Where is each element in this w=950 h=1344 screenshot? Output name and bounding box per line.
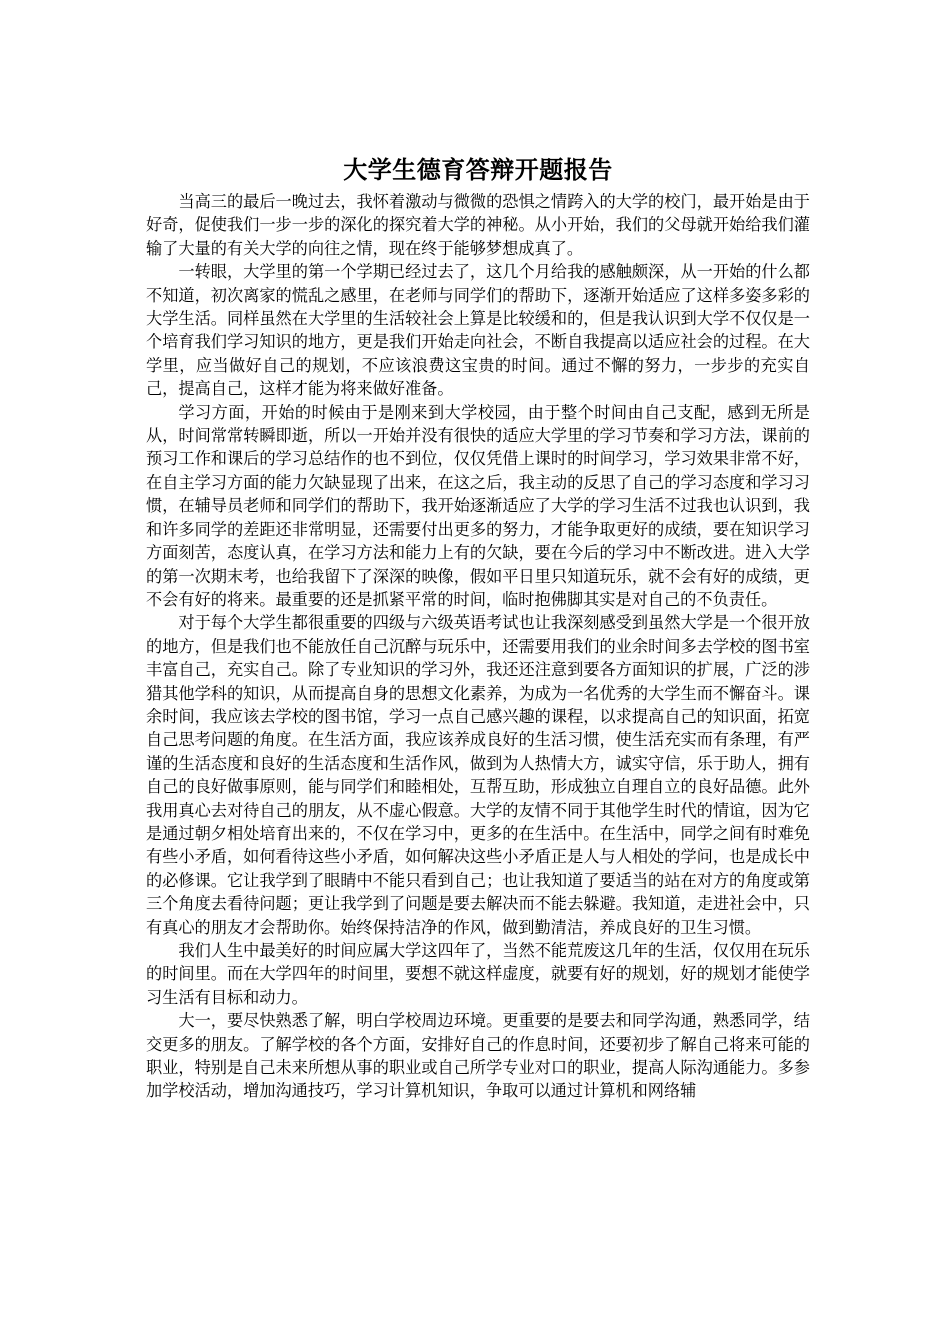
paragraph-study: 学习方面，开始的时候由于是刚来到大学校园，由于整个时间由自己支配，感到无所是从，时间常常转瞬即逝，所以一开始并没有很快的适应大学里的学习节奏和学习方法，课前的预习工作和课后的学习总结作的也不到位，仅仅凭借上课时的时间学习，学习效果非常不好，在自主学习方面的能力欠缺显现了出来，在这之后，我主动的反思了自己的学习态度和学习习惯，在辅导员老师和同学们的帮助下，我开始逐渐适应了大学的学习生活不过我也认识到，我和许多同学的差距还非常明显，还需要付出更多的努力，才能争取更好的成绩，要在知识学习方面刻苦，态度认真，在学习方法和能力上有的欠缺，要在今后的学习中不断改进。进入大学的第一次期末考，也给我留下了深深的映像，假如平日里只知道玩乐，就不会有好的成绩，更不会有好的将来。最重要的还是抓紧平常的时间，临时抱佛脚其实是对自己的不负责任。	[146, 402, 810, 609]
document-title: 大学生德育答辩开题报告	[343, 155, 613, 184]
paragraph-four-years: 我们人生中最美好的时间应属大学这四年了，当然不能荒废这几年的生活，仅仅用在玩乐的时间里。而在大学四年的时间里，要想不就这样虚度，就要有好的规划，好的规划才能使学习生活有目标和动力。	[146, 941, 810, 1007]
paragraph-first-semester: 一转眼，大学里的第一个学期已经过去了，这几个月给我的感触颇深，从一开始的什么都不知道，初次离家的慌乱之感里，在老师与同学们的帮助下，逐渐开始适应了这样多姿多彩的大学生活。同样虽然在大学里的生活较社会上算是比较缓和的，但是我认识到大学不仅仅是一个培育我们学习知识的地方，更是我们开始走向社会，不断自我提高以适应社会的过程。在大学里，应当做好自己的规划，不应该浪费这宝贵的时间。通过不懈的努力，一步步的充实自己，提高自己，这样才能为将来做好准备。	[146, 262, 810, 399]
paragraph-freshman-year: 大一，要尽快熟悉了解，明白学校周边环境。更重要的是要去和同学沟通，熟悉同学，结交更多的朋友。了解学校的各个方面，安排好自己的作息时间，还要初步了解自己将来可能的职业，特别是自己未来所想从事的职业或自己所学专业对口的职业，提高人际沟通能力。多参加学校活动，增加沟通技巧，学习计算机知识，争取可以通过计算机和网络辅	[146, 1011, 810, 1101]
paragraph-intro: 当高三的最后一晚过去，我怀着激动与微微的恐惧之情跨入的大学的校门，最开始是由于好奇，促使我们一步一步的深化的探究着大学的神秘。从小开始，我们的父母就开始给我们灌输了大量的有关大学的向往之情，现在终于能够梦想成真了。	[146, 192, 810, 258]
document-page	[146, 150, 810, 1103]
paragraph-exams-and-life: 对于每个大学生都很重要的四级与六级英语考试也让我深刻感受到虽然大学是一个很开放的地方，但是我们也不能放任自己沉醉与玩乐中，还需要用我们的业余时间多去学校的图书室丰富自己，充实自己。除了专业知识的学习外，我还还注意到要各方面知识的扩展，广泛的涉猎其他学科的知识，从而提高自身的思想文化素养，为成为一名优秀的大学生而不懈奋斗。课余时间，我应该去学校的图书馆，学习一点自己感兴趣的课程，以求提高自己的知识面，拓宽自己思考问题的角度。在生活方面，我应该养成良好的生活习惯，使生活充实而有条理，有严谨的生活态度和良好的生活态度和生活作风，做到为人热情大方，诚实守信，乐于助人，拥有自己的良好做事原则，能与同学们和睦相处，互帮互助，形成独立自理自立的良好品德。此外我用真心去对待自己的朋友，从不虚心假意。大学的友情不同于其他学生时代的情谊，因为它是通过朝夕相处培育出来的，不仅在学习中，更多的在生活中。在生活中，同学之间有时难免有些小矛盾，如何看待这些小矛盾，如何解决这些小矛盾正是人与人相处的学问，也是成长中的必修课。它让我学到了眼睛中不能只看到自己；也让我知道了要适当的站在对方的角度或第三个角度去看待问题；更让我学到了问题是要去解决而不能去躲避。我知道，走进社会中，只有真心的朋友才会帮助你。始终保持洁净的作风，做到勤清洁，养成良好的卫生习惯。	[146, 613, 810, 937]
